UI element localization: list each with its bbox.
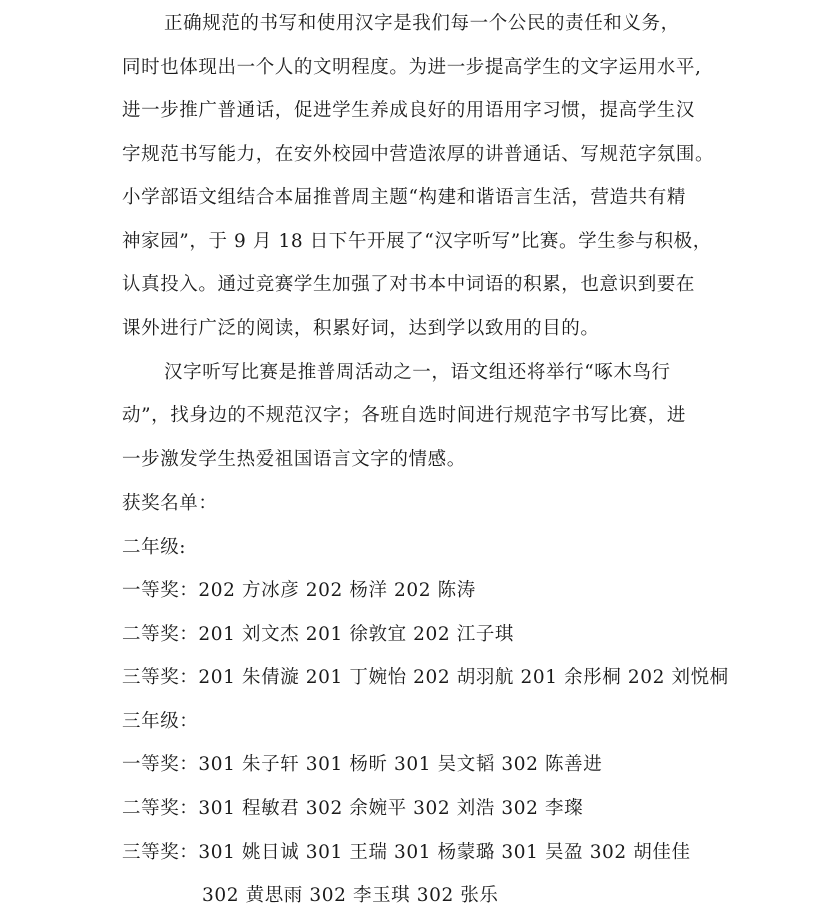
grade3-title: 三年级： (122, 711, 199, 732)
paragraph1-line-3: 进一步推广普通话，促进学生养成良好的用语用字习惯，提高学生汉 (122, 100, 696, 121)
grade2-first-prize: 一等奖：202 方冰彦 202 杨洋 202 陈涛 (122, 580, 476, 601)
grade3-third-prize: 三等奖：301 姚日诚 301 王瑞 301 杨蒙璐 301 吴盈 302 胡佳佳 (122, 842, 691, 863)
paragraph2-line-2: 动”，找身边的不规范汉字；各班自选时间进行规范字书写比赛，进 (122, 405, 686, 426)
paragraph1-line-5: 小学部语文组结合本届推普周主题“构建和谐语言生活，营造共有精 (122, 187, 686, 208)
grade3-second-prize: 二等奖：301 程敏君 302 余婉平 302 刘浩 302 李璨 (122, 798, 584, 819)
paragraph2-line-3: 一步激发学生热爱祖国语言文字的情感。 (122, 449, 466, 470)
paragraph2-line-1: 汉字听写比赛是推普周活动之一，语文组还将举行“啄木鸟行 (164, 362, 671, 383)
grade2-third-prize: 三等奖：201 朱倩漩 201 丁婉怡 202 胡羽航 201 余彤桐 202 刘悦桐 (122, 667, 729, 688)
grade3-first-prize: 一等奖：301 朱子轩 301 杨昕 301 吴文韬 302 陈善进 (122, 754, 603, 775)
paragraph1-line-8: 课外进行广泛的阅读，积累好词，达到学以致用的目的。 (122, 318, 600, 339)
grade2-second-prize: 二等奖：201 刘文杰 201 徐敦宜 202 江子琪 (122, 624, 515, 645)
grade2-title: 二年级: (122, 537, 187, 558)
awards-title: 获奖名单： (122, 493, 218, 514)
paragraph1-line-2: 同时也体现出一个人的文明程度。为进一步提高学生的文字运用水平, (122, 57, 702, 78)
paragraph1-line-1: 正确规范的书写和使用汉字是我们每一个公民的责任和义务， (164, 13, 680, 34)
grade3-third-prize-continued: 302 黄思雨 302 李玉琪 302 张乐 (202, 885, 499, 906)
paragraph1-line-4: 字规范书写能力，在安外校园中营造浓厚的讲普通话、写规范字氛围。 (122, 144, 715, 165)
paragraph1-line-7: 认真投入。通过竞赛学生加强了对书本中词语的积累，也意识到要在 (122, 274, 696, 295)
paragraph1-line-6: 神家园”，于 9 月 18 日下午开展了“汉字听写”比赛。学生参与积极， (122, 231, 712, 252)
